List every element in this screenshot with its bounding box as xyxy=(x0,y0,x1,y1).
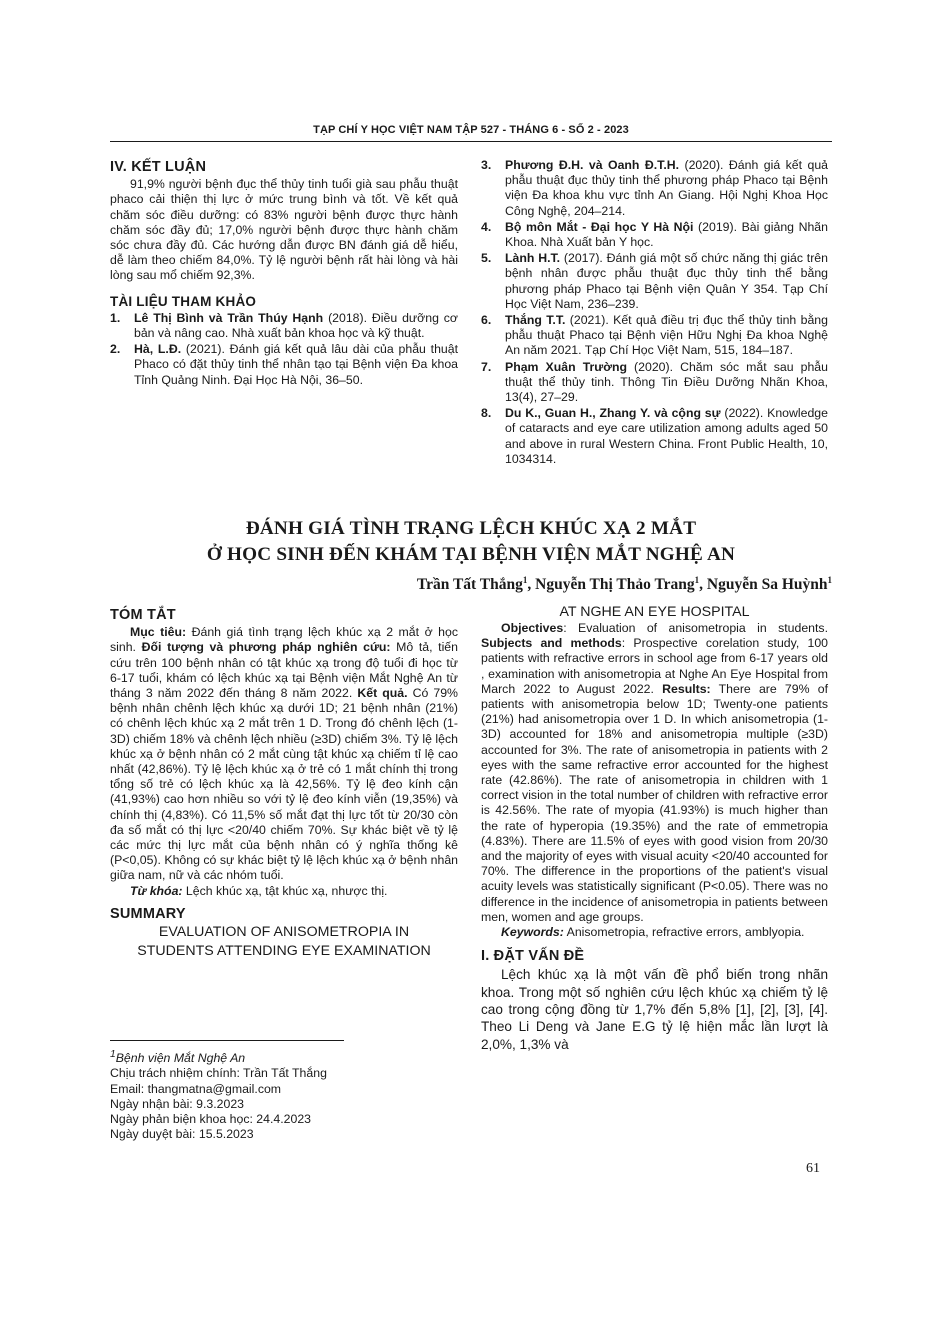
article-authors: Trần Tất Thắng$^1$, Nguyễn Thị Thảo Trang$^1$, Nguyễn Sa Huỳnh$^1$ xyxy=(416,575,832,594)
summary-title-line2: STUDENTS ATTENDING EYE EXAMINATION xyxy=(137,943,431,960)
left-column-bottom xyxy=(110,608,458,960)
reference-item: 4. Bộ môn Mắt - Đại học Y Hà Nội (2019). Bài giảng Nhãn Khoa. Nhà Xuất bản Y học. xyxy=(481,219,828,250)
reference-item: 3. Phương Đ.H. và Oanh Đ.T.H. (2020). Đánh giá kết quả phẫu thuật đục thủy tinh thể phương pháp Phaco tại Bệnh viện Đa khoa khu vực tỉnh An Giang. Hội Nghị Khoa Học Công Nghệ, 204–214. xyxy=(481,158,828,218)
footnote-rule xyxy=(110,1040,344,1041)
footnotes xyxy=(110,1047,458,1142)
conclusion-text: 91,9% người bệnh đục thể thủy tinh tuổi già sau phẫu thuật phaco cải thiện thị lực ở mức trung bình và tốt. Về kết quả chăm sóc điều dưỡng: có 83% người bệnh được thực hành chăm sóc đầy đủ; 17,0% người bệnh được thực hành chăm sóc chưa đầy đủ. Các hướng dẫn được BN đánh giá dễ hiểu, dễ làm theo chiếm 84,0%. Tỷ lệ người bệnh rất hài lòng và hài lòng sau mổ chiếm 92,3%. xyxy=(110,177,458,283)
summary-title-line1: EVALUATION OF ANISOMETROPIA IN xyxy=(158,924,410,941)
reference-item: 2. Hà, L.Đ. (2021). Đánh giá kết quả lâu dài của phẫu thuật Phaco có đặt thủy tinh thể nhân tạo tại Bệnh viện Đa khoa Tỉnh Quảng Ninh. Đại Học Hà Nội, 36–50. xyxy=(110,342,458,387)
footnote-affiliation: $^1$Bệnh viện Mắt Nghệ An xyxy=(110,1049,246,1066)
footnote-corresponding: Chịu trách nhiệm chính: Trần Tất Thắng xyxy=(110,1066,327,1081)
summary-heading: SUMMARY xyxy=(110,905,186,922)
reference-item: 5. Lành H.T. (2017). Đánh giá một số chức năng thị giác trên bệnh nhân được phẫu thuật đục thủy tinh thể bằng phương pháp Phaco tại Bệnh viện Quân Y 354. Tạp Chí Học Việt Nam, 236–239. xyxy=(481,251,828,311)
left-column-top xyxy=(110,160,458,389)
reference-item: 1. Lê Thị Bình và Trần Thúy Hạnh (2018). Điều dưỡng cơ bản và nâng cao. Nhà xuất bản khoa học và kỹ thuật. xyxy=(110,310,458,341)
journal-header: TẠP CHÍ Y HỌC VIỆT NAM TẬP 527 - THÁNG 6 - SỐ 2 - 2023 xyxy=(313,124,629,136)
conclusion-heading: IV. KẾT LUẬN xyxy=(110,159,207,175)
article-title-line1: ĐÁNH GIÁ TÌNH TRẠNG LỆCH KHÚC XẠ 2 MẮT xyxy=(245,518,697,539)
page-number: 61 xyxy=(806,1161,820,1176)
header-rule xyxy=(110,141,832,142)
summary-title-line3: AT NGHE AN EYE HOSPITAL xyxy=(559,604,750,620)
abstract-heading: TÓM TẮT xyxy=(110,607,176,623)
footnote-reviewed: Ngày phản biện khoa học: 24.4.2023 xyxy=(110,1111,312,1126)
footnote-email: Email: thangmatna@gmail.com xyxy=(110,1081,282,1096)
references-heading: TÀI LIỆU THAM KHẢO xyxy=(110,293,257,309)
footnote-received: Ngày nhận bài: 9.3.2023 xyxy=(110,1096,245,1111)
footnote-approved: Ngày duyệt bài: 15.5.2023 xyxy=(110,1127,254,1142)
reference-item: 8. Du K., Guan H., Zhang Y. và cộng sự (2022). Knowledge of cataracts and eye care utilization among adults aged 50 and above in rural Western China. Front Public Health, 10, 1034314. xyxy=(481,406,828,466)
abstract-text: Mục tiêu: Đánh giá tình trạng lệch khúc xạ 2 mắt ở học sinh. Đối tượng và phương pháp nghiên cứu: Mô tả, tiến cứu trên 100 bệnh nhân có tật khúc xạ trong độ tuổi đi học từ 6-17 tuổi, khám có lệch khúc xạ tại Bệnh viện Mắt Nghệ An từ tháng 3 năm 2022 đến tháng 8 năm 2022. Kết quả. Có 79% bệnh nhân chênh lệch khúc xạ dưới 1D; 21 bệnh nhân (21%) có chênh lệch khúc xạ 2 mắt trên 1 D. Trong đó chênh lệch (1- 3D) chiếm 18% và chênh lệch nhiều (≥3D) chiếm 3%. Tỷ lệ lệch khúc xạ ở bệnh nhân có 2 mắt cùng tật khúc xạ chiếm tỉ lệ cao nhất (42,86%). Tỷ lệ lệch khúc xạ ở trẻ có 1 mắt chính thị trong tổng số trẻ có lệch khúc xạ là 42,56%. Tỷ lệ đeo kính cận (41,93%) cao hơn nhiều so với tỷ lệ đeo kính viễn (19,35%) và chính thị (4,83%). Có 11,5% số mắt đạt thị lực tốt từ 20/30 còn đa số mắt có thị lực <20/40 chiếm 70%. Sự khác biệt về tỷ lệ các mức thị lực mắt của bệnh nhân có ý nghĩa thống kê (P<0,05). Không có sự khác biệt tỷ lệ lệch khúc xạ ở bệnh nhân giữa nam, nữ và các nhóm tuổi. xyxy=(110,625,459,883)
summary-keywords: Keywords: Anisometropia, refractive errors, amblyopia. xyxy=(501,925,805,940)
article-title-line2: Ở HỌC SINH ĐẾN KHÁM TẠI BỆNH VIỆN MẮT NGHỆ AN xyxy=(206,544,736,565)
right-column-bottom xyxy=(481,604,828,1053)
summary-text: Objectives: Evaluation of anisometropia in students. Subjects and methods: Prospective corelation study, 100 patients with refractive errors in school age from 6-17 years old , examination with anisometropia at Nghe An Eye Hospital from March 2022 to August 2022. Results: There are 79% of patients with anisometropia below 1D; Twenty-one patients (21%) had anisometropia over 1 D. In which anisometropia (1-3D) accounted for 18% and anisometropia multiple (≥3D) accounted for 3%. The rate of anisometropia in patients with 2 eyes with the same refractive error accounted for the highest rate (42.86%). The rate of anisometropia in children with 1 correct vision in the total number of children with refractive error is 42.56%. The rate of myopia (41.93%) is much higher than the rate of hyperopia (19.35%) and the rate of emmetropia (4.83%). There are 11.5% of eyes with good vision from 20/30 and the majority of eyes with visual acuity <20/40 accounted for 70%. The difference in the proportions of the patient's visual acuity levels was statistically significant (P<0.05). There was no difference in the incidence of anisometropia in patients between men, women and age groups. xyxy=(481,621,828,924)
reference-item: 7. Phạm Xuân Trường (2020). Chăm sóc mắt sau phẫu thuật thể thủy tinh. Thông Tin Điều Dưỡng Nhãn Khoa, 13(4), 27–29. xyxy=(481,359,828,405)
intro-text: Lệch khúc xạ là một vấn đề phổ biến trong nhãn khoa. Trong một số nghiên cứu lệch khúc xạ chiếm tỷ lệ cao trong cộng đồng từ 1,7% đến 5,8% [1], [2], [3], [4]. Theo Li Deng và Jane E.G tỷ lệ hiện mắc lần lượt là 2,0%, 1,3% và xyxy=(481,967,828,1052)
right-column-top xyxy=(481,158,828,468)
intro-heading: I. ĐẶT VẤN ĐỀ xyxy=(481,948,585,965)
abstract-keywords: Từ khóa: Lệch khúc xạ, tật khúc xạ, nhược thị. xyxy=(130,883,388,898)
reference-item: 6. Thắng T.T. (2021). Kết quả điều trị đục thể thủy tinh bằng phẫu thuật Phaco tại Bệnh viện Hữu Nghị Đa khoa Nghệ An năm 2021. Tạp Chí Học Việt Nam, 515, 184–187. xyxy=(481,313,828,358)
